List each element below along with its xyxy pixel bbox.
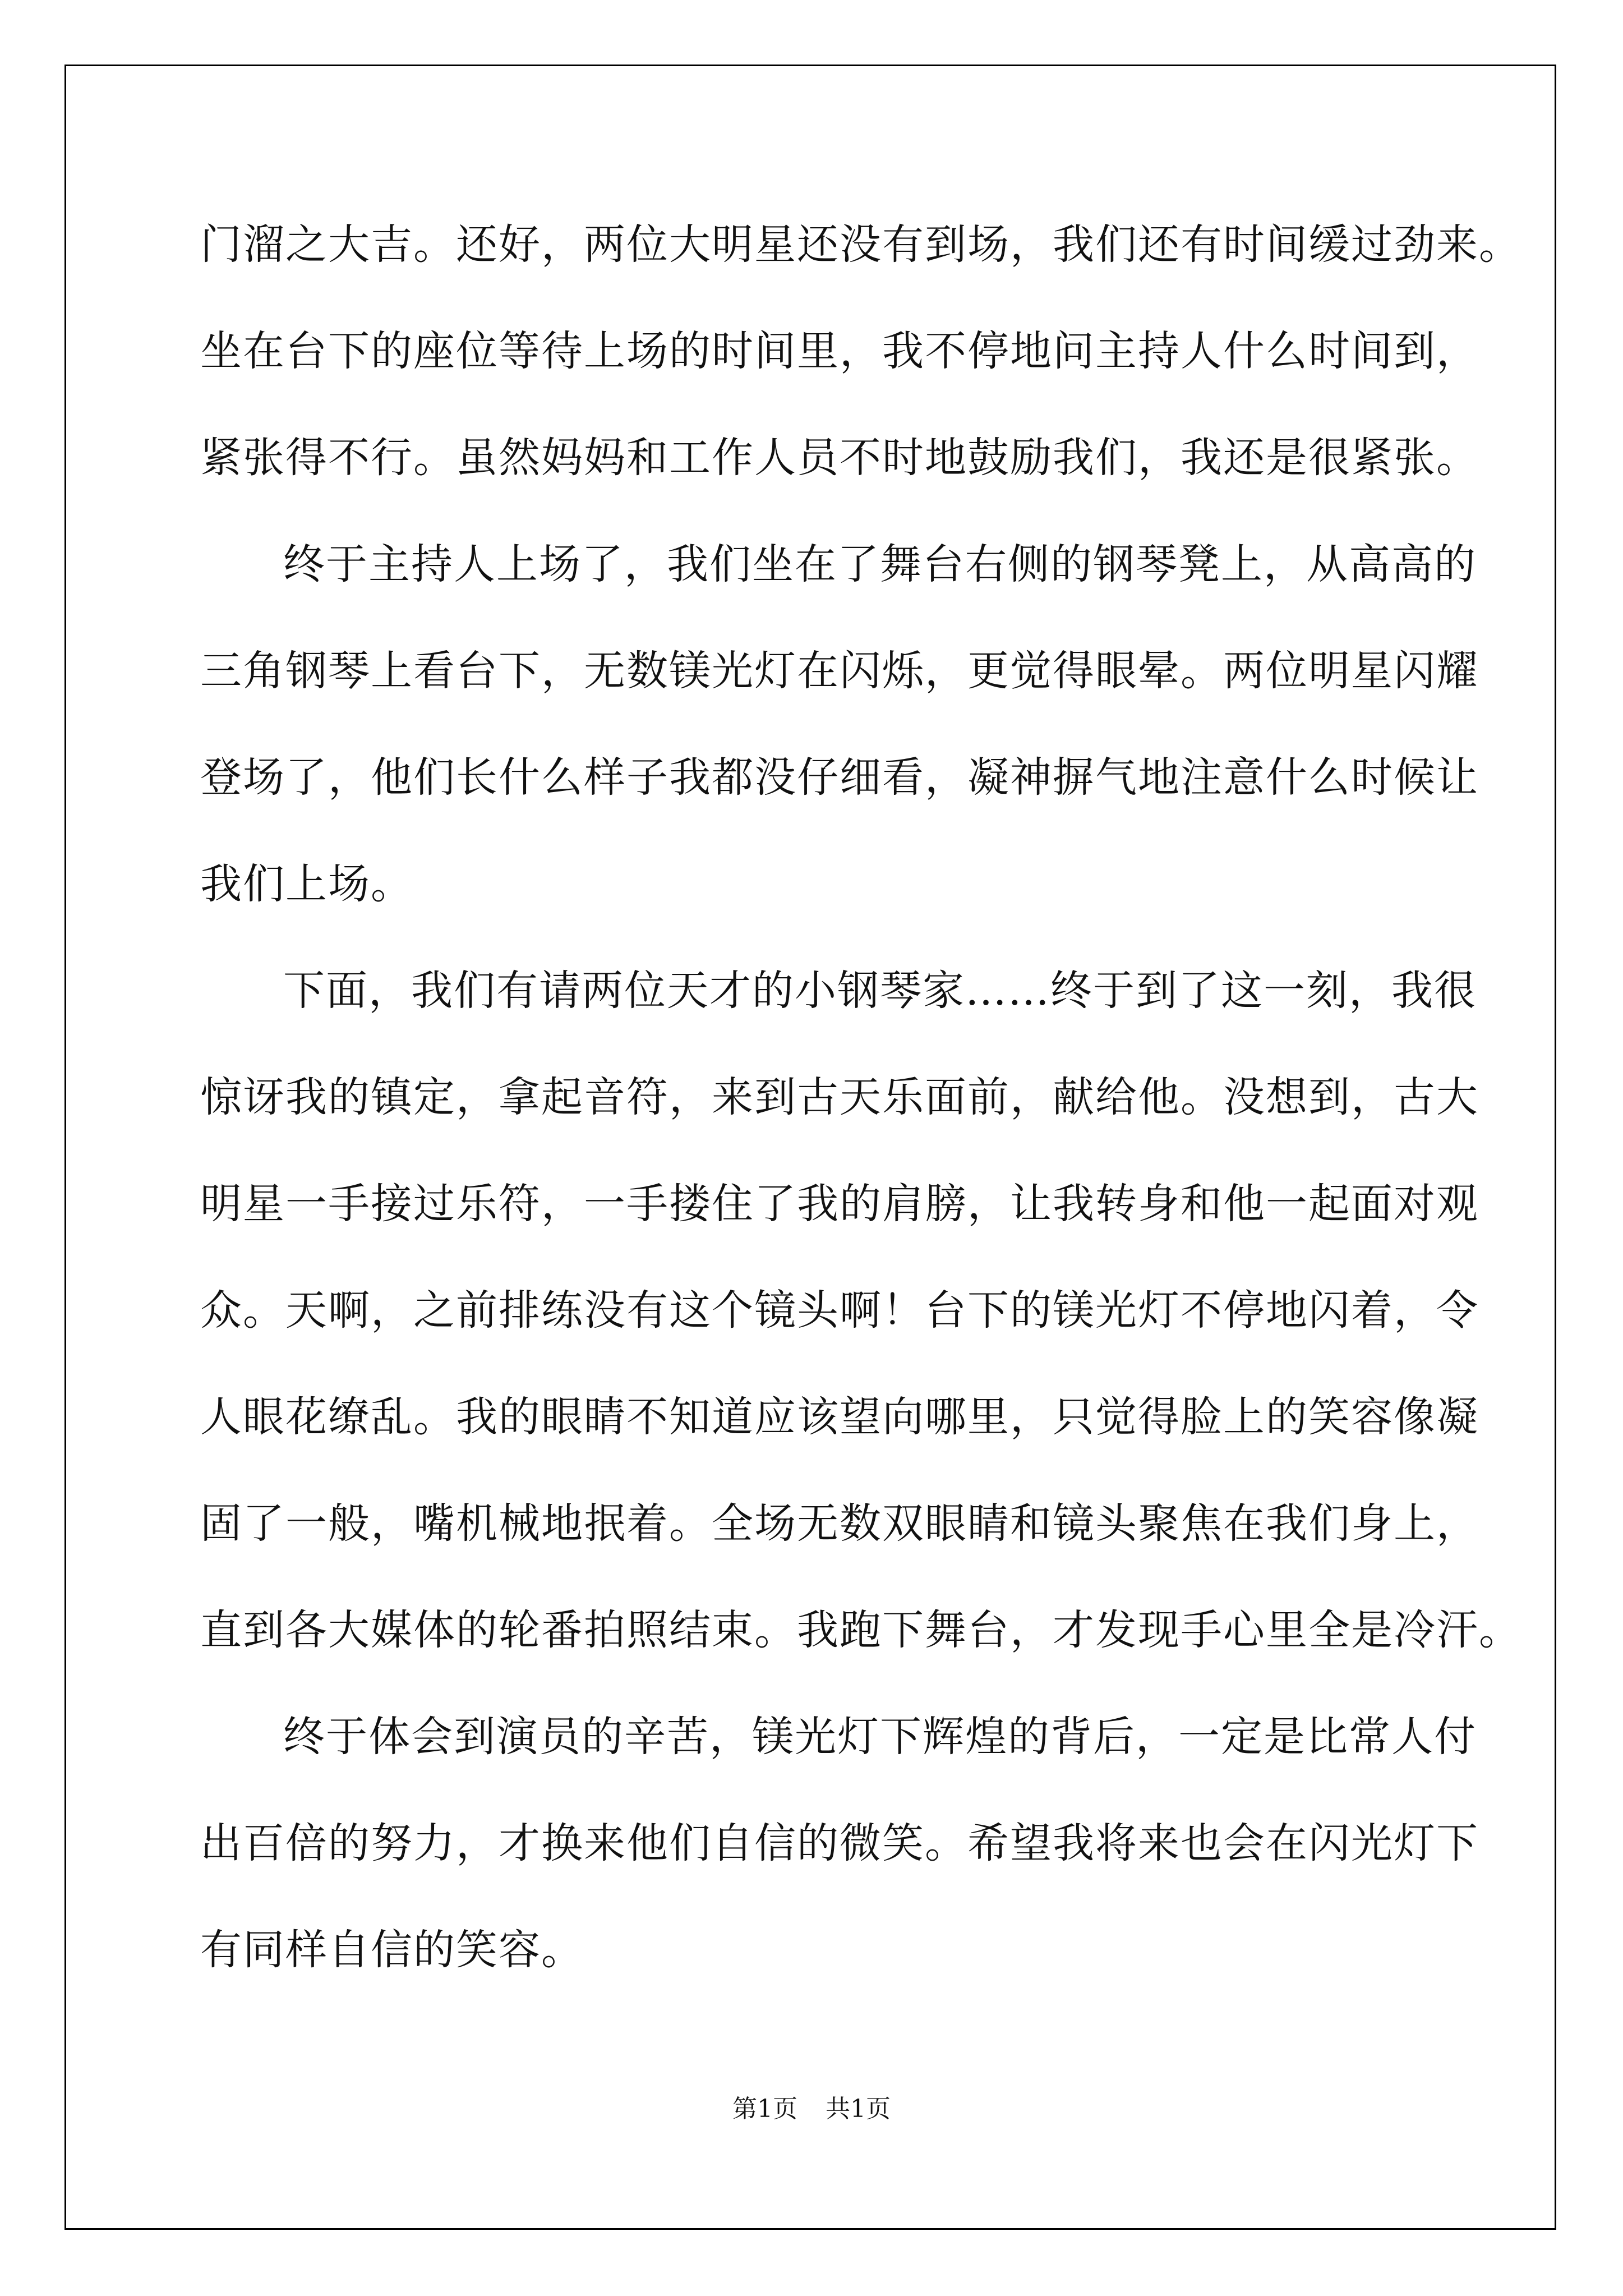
text-line: 出百倍的努力，才换来他们自信的微笑。希望我将来也会在闪光灯下 [200, 1819, 1479, 1867]
text-line: 紧张得不行。虽然妈妈和工作人员不时地鼓励我们，我还是很紧张。 [200, 434, 1479, 482]
text-line: 我们上场。 [200, 860, 413, 908]
page-number-current: 第1页 [732, 2095, 797, 2123]
text-line: 众。天啊，之前排练没有这个镜头啊！台下的镁光灯不停地闪着，令 [200, 1286, 1479, 1335]
page-number-total: 共1页 [826, 2095, 891, 2123]
text-line: 登场了，他们长什么样子我都没仔细看，凝神摒气地注意什么时候让 [200, 753, 1479, 802]
paragraph-first-line: 下面，我们有请两位天才的小钢琴家……终于到了这一刻，我很 [283, 967, 1477, 1015]
text-line: 三角钢琴上看台下，无数镁光灯在闪烁，更觉得眼晕。两位明星闪耀 [200, 647, 1479, 695]
text-line: 明星一手接过乐符，一手搂住了我的肩膀，让我转身和他一起面对观 [200, 1180, 1479, 1228]
document-body [200, 191, 1521, 2003]
text-line: 门溜之大吉。还好，两位大明星还没有到场，我们还有时间缓过劲来。 [200, 220, 1521, 269]
text-line: 人眼花缭乱。我的眼睛不知道应该望向哪里，只觉得脸上的笑容像凝 [200, 1393, 1479, 1441]
paragraph-first-line: 终于主持人上场了，我们坐在了舞台右侧的钢琴凳上，从高高的 [283, 540, 1477, 588]
text-line: 有同样自信的笑容。 [200, 1926, 584, 1974]
text-line: 固了一般，嘴机械地抿着。全场无数双眼睛和镜头聚焦在我们身上， [200, 1499, 1479, 1548]
paragraph-first-line: 终于体会到演员的辛苦，镁光灯下辉煌的背后，一定是比常人付 [283, 1713, 1477, 1761]
text-line: 直到各大媒体的轮番拍照结束。我跑下舞台，才发现手心里全是冷汗。 [200, 1606, 1521, 1654]
text-line: 惊讶我的镇定，拿起音符，来到古天乐面前，献给他。没想到，古大 [200, 1073, 1479, 1121]
text-line: 坐在台下的座位等待上场的时间里，我不停地问主持人什么时间到， [200, 327, 1479, 375]
page-footer [0, 2092, 1623, 2126]
